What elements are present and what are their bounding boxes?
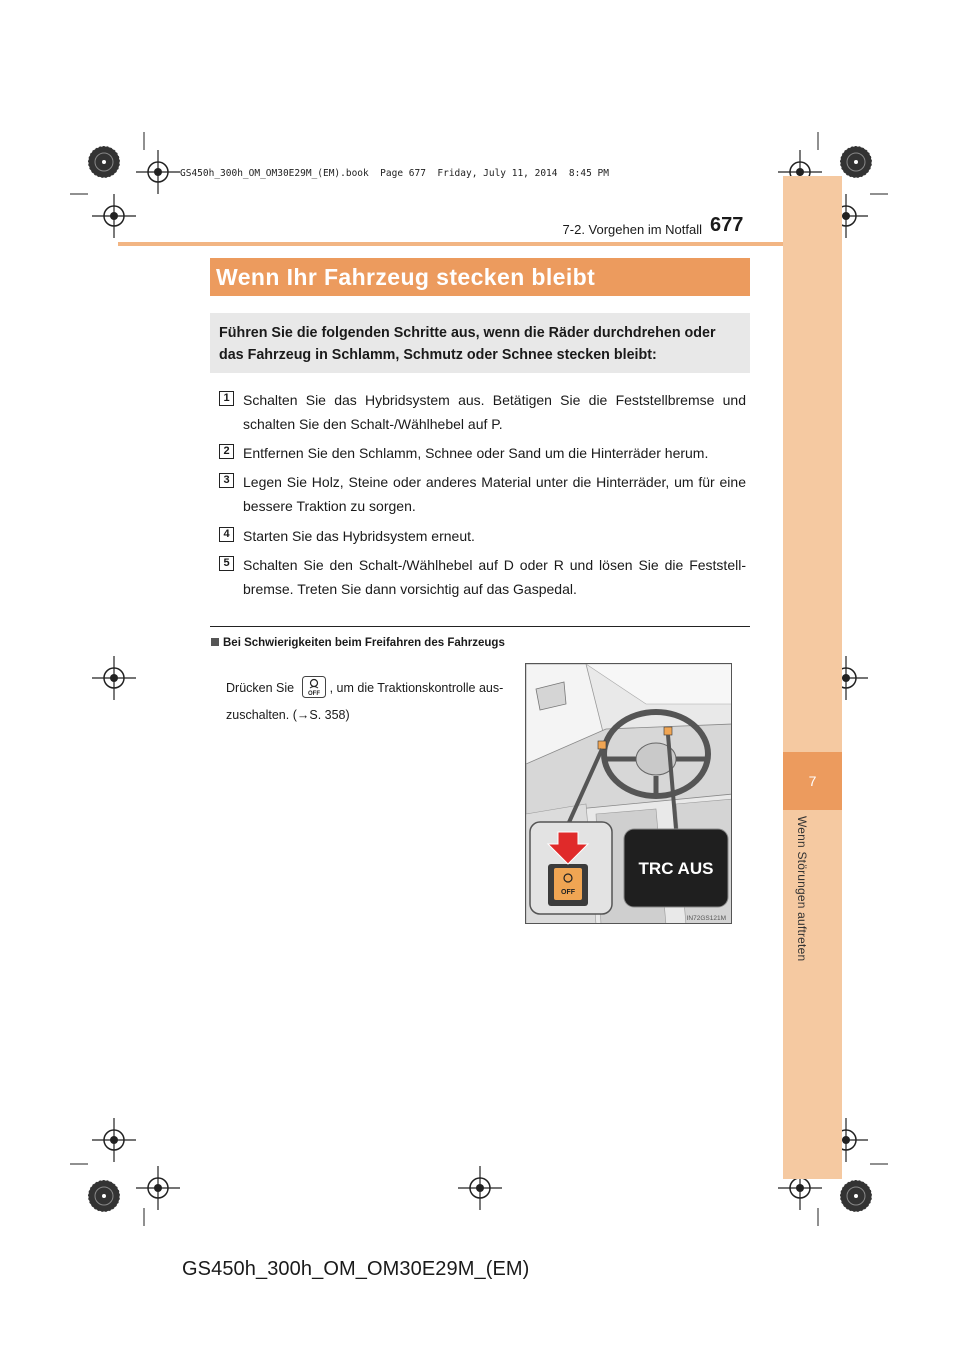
note-text-part: zuschalten. ( bbox=[226, 708, 297, 722]
step-text: Entfernen Sie den Schlamm, Schnee oder Sand um die Hinterräder herum. bbox=[243, 445, 709, 461]
intro-box: Führen Sie die folgenden Schritte aus, wenn die Räder durchdrehen oder das Fahrzeug in Schlamm, Schmutz oder Schnee stecken bleibt: bbox=[210, 313, 750, 373]
step-text: Starten Sie das Hybridsystem erneut. bbox=[243, 528, 475, 544]
step-text: Legen Sie Holz, Steine oder anderes Material unter die Hinterräder, um für eine bessere Traktion zu sorgen. bbox=[243, 474, 746, 514]
step-text: Schalten Sie den Schalt-/Wählhebel auf D oder R und lösen Sie die Feststell-bremse. Treten Sie dann vorsichtig auf das Gaspedal. bbox=[243, 557, 746, 597]
note-text-part: Drücken Sie bbox=[226, 681, 295, 695]
subsection-note bbox=[226, 675, 516, 729]
step-number-badge: 1 bbox=[219, 391, 234, 406]
off-button-label: OFF bbox=[561, 889, 575, 896]
dashboard-illustration bbox=[525, 663, 732, 924]
document-code: GS450h_300h_OM_OM30E29M_(EM) bbox=[182, 1258, 530, 1280]
subsection-heading-text: Bei Schwierigkeiten beim Freifahren des Fahrzeugs bbox=[223, 637, 505, 649]
section-divider bbox=[210, 626, 750, 627]
step-number-badge: 2 bbox=[219, 444, 234, 459]
right-arrow-icon: → bbox=[296, 708, 310, 722]
figure-code: IN72GS121M bbox=[686, 915, 726, 922]
square-bullet-icon bbox=[211, 638, 219, 646]
subsection-heading bbox=[211, 637, 505, 649]
title-bar bbox=[210, 258, 750, 296]
step-number-badge: 5 bbox=[219, 556, 234, 571]
svg-text:OFF: OFF bbox=[307, 691, 320, 697]
page-number: 677 bbox=[710, 214, 744, 236]
chapter-number-tab bbox=[783, 752, 842, 810]
note-text-part: , um die Traktionskontrolle aus- bbox=[329, 681, 504, 695]
page-title: Wenn Ihr Fahrzeug stecken bleibt bbox=[216, 264, 596, 290]
step-number-badge: 3 bbox=[219, 473, 234, 488]
chapter-title: Wenn Störungen auftreten bbox=[795, 816, 809, 962]
section-label: 7-2. Vorgehen im Notfall bbox=[562, 222, 702, 237]
step-text: Schalten Sie das Hybridsystem aus. Betätigen Sie die Feststellbremse und schalten Sie den Schalt-/Wählhebel auf P. bbox=[243, 392, 746, 432]
trc-off-button-icon bbox=[302, 676, 326, 698]
chapter-side-strip bbox=[783, 176, 842, 1179]
trc-indicator-label: TRC AUS bbox=[638, 859, 714, 878]
header-rule bbox=[118, 242, 783, 246]
print-book-line: GS450h_300h_OM_OM30E29M_(EM).book Page 677 Friday, July 11, 2014 8:45 PM bbox=[180, 168, 609, 179]
chapter-number: 7 bbox=[808, 773, 817, 789]
page-reference-link[interactable]: S. 358) bbox=[309, 708, 350, 722]
dashboard-drawing bbox=[526, 664, 732, 924]
step-number-badge: 4 bbox=[219, 527, 234, 542]
